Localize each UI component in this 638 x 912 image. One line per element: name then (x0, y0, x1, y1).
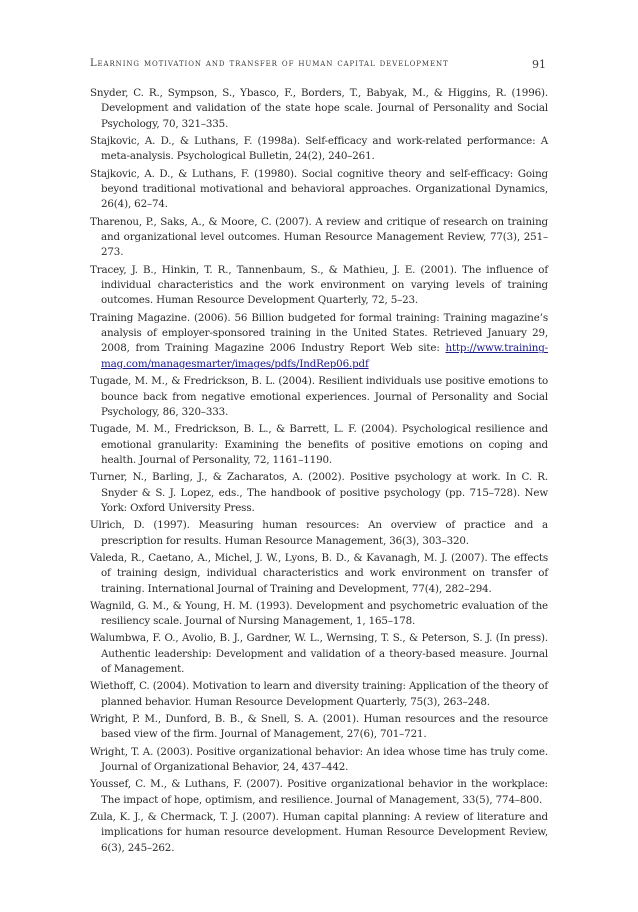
reference-text: Wiethoff, C. (2004). Motivation to learn and diversity training: Application of the theory of planned behavior. Human Resource Development Quarterly, 75(3), 263–248. (90, 680, 548, 708)
reference-entry (90, 86, 548, 132)
reference-text: Tracey, J. B., Hinkin, T. R., Tannenbaum, S., & Mathieu, J. E. (2001). The influence of individual characteristics and the work environment on varying levels of training outcomes. Human Resource Development Quarterly, 72, 5–23. (90, 263, 548, 307)
reference-text: Zula, K. J., & Chermack, T. J. (2007). Human capital planning: A review of literature and implications for human resource development. Human Resource Development Review, 6(3), 245–262. (90, 810, 548, 854)
reference-text: Wright, P. M., Dunford, B. B., & Snell, S. A. (2001). Human resources and the resource based view of the firm. Journal of Management, 27(6), 701–721. (90, 713, 548, 741)
reference-list (90, 86, 548, 858)
reference-entry (90, 134, 548, 165)
reference-entry (90, 777, 548, 808)
reference-entry (90, 263, 548, 309)
reference-text: Stajkovic, A. D., & Luthans, F. (1998a). Self-efficacy and work-related performance: A meta-analysis. Psychological Bulletin, 24(2), 240–261. (90, 135, 548, 163)
reference-text: Valeda, R., Caetano, A., Michel, J. W., Lyons, B. D., & Kavanagh, M. J. (2007). The effects of training design, individual characteristics and work environment on transfer of training. International Journal of Training and Development, 77(4), 282–294. (90, 551, 548, 595)
reference-entry (90, 679, 548, 710)
reference-text: Stajkovic, A. D., & Luthans, F. (19980). Social cognitive theory and self-efficacy: Going beyond traditional motivational and behavioral approaches. Organizational Dynamics, 26(4), 62–74. (90, 167, 548, 211)
reference-text: Training Magazine. (2006). 56 Billion budgeted for formal training: Training magazine’s analysis of employer-sponsored training in the United States. Retrieved January 29, 2008, from Training Magazine 2006 Industry Report Web site: (90, 311, 548, 355)
reference-text: Tugade, M. M., & Fredrickson, B. L. (2004). Resilient individuals use positive emotions to bounce back from negative emotional experiences. Journal of Personality and Social Psychology, 86, 320–333. (90, 375, 548, 418)
reference-text: Snyder, C. R., Sympson, S., Ybasco, F., Borders, T., Babyak, M., & Higgins, R. (1996). Development and validation of the state hope scale. Journal of Personality and Social Psychology, 70, 321–335. (90, 87, 548, 130)
reference-entry (90, 745, 548, 776)
reference-entry (90, 810, 548, 856)
running-title: Learning motivation and transfer of human capital development (90, 58, 449, 69)
reference-link[interactable]: http://www.training-mag.com/managesmarter/images/pdfs/IndRep06.pdf (101, 342, 548, 370)
reference-entry (90, 712, 548, 743)
reference-entry (90, 374, 548, 420)
reference-entry (90, 631, 548, 677)
reference-text: Turner, N., Barling, J., & Zacharatos, A. (2002). Positive psychology at work. In C. R. Snyder & S. J. Lopez, eds., The handbook of positive psychology (pp. 715–728). New York: Oxford University Press. (90, 471, 548, 514)
reference-text: Wagnild, G. M., & Young, H. M. (1993). Development and psychometric evaluation of the resiliency scale. Journal of Nursing Management, 1, 165–178. (90, 599, 548, 628)
running-header (90, 58, 546, 74)
reference-entry (90, 518, 548, 549)
reference-text: Ulrich, D. (1997). Measuring human resources: An overview of practice and a prescription for results. Human Resource Management, 36(3), 303–320. (90, 519, 548, 547)
reference-entry (90, 599, 548, 630)
reference-entry (90, 422, 548, 468)
reference-text: Walumbwa, F. O., Avolio, B. J., Gardner, W. L., Wernsing, T. S., & Peterson, S. J. (In press). Authentic leadership: Development and validation of a theory-based measure. Journal of Management. (90, 632, 548, 676)
reference-entry (90, 215, 548, 261)
reference-text: Youssef, C. M., & Luthans, F. (2007). Positive organizational behavior in the workplace: The impact of hope, optimism, and resilience. Journal of Management, 33(5), 774–800. (90, 778, 548, 806)
reference-entry (90, 470, 548, 516)
reference-text: Tugade, M. M., Fredrickson, B. L., & Barrett, L. F. (2004). Psychological resilience and emotional granularity: Examining the benefits of positive emotions on coping and health. Journal of Personality, 72, 1161–1190. (90, 423, 548, 466)
page-number: 91 (532, 58, 546, 71)
reference-entry (90, 167, 548, 213)
reference-text: Tharenou, P., Saks, A., & Moore, C. (2007). A review and critique of research on training and organizational level outcomes. Human Resource Management Review, 77(3), 251–273. (90, 215, 548, 259)
reference-entry (90, 551, 548, 597)
reference-text: Wright, T. A. (2003). Positive organizational behavior: An idea whose time has truly come. Journal of Organizational Behavior, 24, 437–442. (90, 745, 548, 774)
reference-entry (90, 311, 548, 373)
